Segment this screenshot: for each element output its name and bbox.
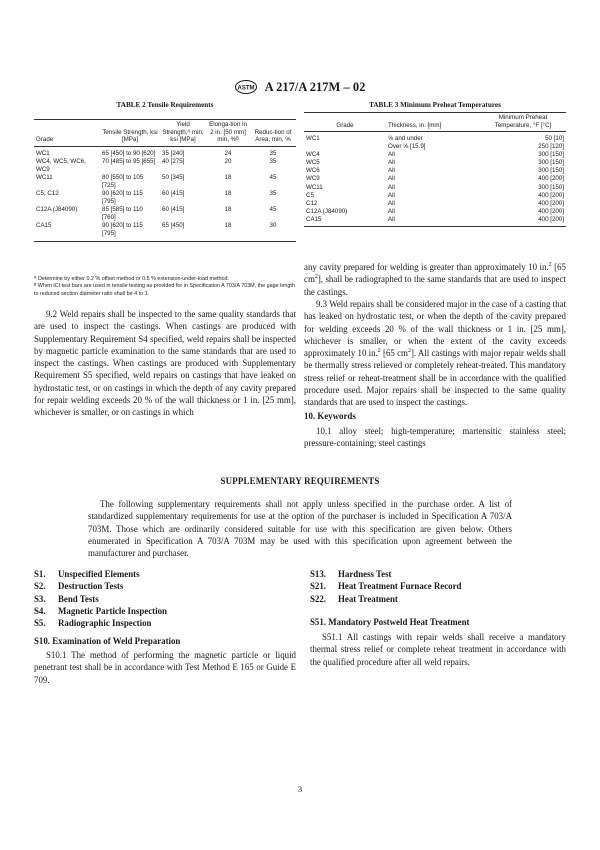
list-item: S5. Radiographic Inspection: [34, 618, 152, 629]
table2-header: Tensile Strength, ksi [MPa]: [102, 128, 158, 144]
svg-text:ASTM: ASTM: [237, 85, 255, 92]
table-row: C12A (J84090) 85 [585] to 110 [760] 60 [415] 18 45: [36, 206, 277, 222]
section-9-2-continued: any cavity prepared for welding is greater than approximately 10 in.$^2$ [65 $cm^2$], shall be radiographed to the same standards that are used to inspect the castings.: [304, 262, 566, 297]
table-row: WC11 80 [550] to 105 [725] 50 [345] 18 45: [36, 173, 277, 189]
table2-footnote-a: ᴬ Determine by either 0.2 % offset method or 0.5 % extension-under-load method.: [34, 276, 230, 282]
list-item: S4. Magnetic Particle Inspection: [34, 605, 167, 616]
table-row: WC1 ⅝ and under 50 [10]: [306, 135, 564, 143]
table2-footnote-b: ᴮ When ICI test bars are used in tensile testing as provided for in Specification A 703/A 703M, the gage length to reduced section diameter ratio shall be 4 to 1.: [34, 283, 295, 297]
s10-heading: S10. Examination of Weld Preparation: [34, 636, 181, 646]
list-item: S21. Heat Treatment Furnace Record: [310, 581, 462, 592]
list-item: S13. Hardness Test: [310, 569, 392, 579]
table3-header: Thickness, in. [mm]: [388, 121, 442, 129]
table2-header: Reduc-tion of Area, min, %: [254, 128, 292, 144]
table3-header: Grade: [336, 121, 354, 129]
table-row: WC4 All 300 [150]: [306, 151, 564, 159]
table2-caption: TABLE 2 Tensile Requirements: [116, 101, 214, 109]
table2-header: Grade: [36, 136, 54, 144]
list-item: S3. Bend Tests: [34, 593, 99, 604]
astm-logo-icon: [235, 80, 257, 94]
table2-footnotes: [34, 276, 296, 298]
supplementary-left-list: [34, 568, 296, 629]
table-row: C5, C12 90 [620] to 115 [795] 60 [415] 18 35: [36, 190, 277, 206]
table-row: WC4, WC5, WC6, WC9 70 [485] to 95 [655] 40 [275] 20 35: [36, 157, 277, 173]
section-10-text: 10.1 alloy steel; high-temperature; martensitic stainless steel; pressure-containing; steel castings: [304, 426, 566, 449]
table-row: WC11 All 300 [150]: [306, 183, 564, 191]
table-row: C12A (J84090) All 400 [200]: [306, 207, 564, 215]
table-row: C5 All 400 [200]: [306, 191, 564, 199]
list-item: S1. Unspecified Elements: [34, 569, 140, 579]
section-9-3: 9.3 Weld repairs shall be considered major in the case of a casting that has leaked on hydrostatic test, or when the depth of the cavity prepared for welding exceeds 20 % of the wall thickness or 1 in. [25 mm], whichever is smaller, or when the extent of the cavity exceeds approximately 10 in.$^2$ [65 $cm^2$]. All castings with major repair welds shall be thermally stress relieved or completely reheat-treated. This mandatory stress relief or reheat-treatment shall be in accordance with the qualified procedure used. Major repairs shall be inspected to the same quality standards that are used to inspect the castings.: [304, 299, 566, 408]
supplementary-title: SUPPLEMENTARY REQUIREMENTS: [220, 476, 380, 486]
table-row: WC6 All 300 [150]: [306, 167, 564, 175]
table-row: WC5 All 300 [150]: [306, 159, 564, 167]
table3-header: Minimum Preheat Temperature, °F [°C]: [494, 114, 552, 129]
list-item: S22. Heat Treatment: [310, 593, 398, 604]
table3-caption: TABLE 3 Minimum Preheat Temperatures: [369, 101, 501, 109]
table-row: WC1 65 [450] to 90 [620] 35 [240] 24 35: [36, 149, 277, 157]
list-item: S2. Destruction Tests: [34, 581, 124, 592]
supplementary-right-list: [310, 568, 566, 605]
table-row: CA15 All 400 [200]: [304, 216, 566, 227]
table2-header: Elonga-tion in 2 in. [50 mm] min, %ᴮ: [209, 121, 247, 144]
table3-preheat-temperatures: [304, 112, 566, 227]
s51-heading: S51. Mandatory Postweld Heat Treatment: [310, 617, 470, 627]
s10-text: S10.1 The method of performing the magnetic particle or liquid penetrant test shall be in accordance with Test Method E 165 or Guide E 709.: [34, 650, 296, 685]
document-header: [0, 78, 600, 96]
table-row: WC9 All 400 [200]: [306, 175, 564, 183]
table-row: C12 All 400 [200]: [306, 199, 564, 207]
table2-tensile-requirements: [34, 119, 296, 242]
section-10-heading: 10. Keywords: [304, 411, 356, 421]
section-9-2: 9.2 Weld repairs shall be inspected to the same quality standards that are used to inspect the castings. When castings are produced with Supplementary Requirement S4 specified, weld repairs shall be inspected by magnetic particle examination to the same standards that are used to inspect the castings. When castings are produced with Supplementary Requirement S5 specified, weld repairs on castings that have leaked on hydrostatic test, or on castings in which the depth of any cavity prepared for repair welding exceeds 20 % of the wall thickness or 1 in. [25 mm], whichever is smaller, or on castings in which: [34, 309, 296, 418]
table-row: Over ⅝ [15.9] 250 [120]: [388, 143, 564, 151]
supplementary-intro: The following supplementary requirements shall not apply unless specified in the purchase order. A list of standardized supplementary requirements for use at the option of the purchaser is included in Specification A 703/A 703M. Those which are ordinarily considered suitable for use with this specification are given below. Others enumerated in Specification A 703/A 703M may be used with this specification upon agreement between the manufacturer and purchaser.: [88, 499, 512, 559]
table-row: CA15 90 [620] to 115 [795] 65 [450] 18 30: [34, 222, 296, 242]
designation: A 217/A 217M – 02: [264, 79, 366, 94]
s51-text: S51.1 All castings with repair welds shall receive a mandatory thermal stress relief or complete reheat treatment in accordance with the qualified procedure after all weld repairs.: [310, 632, 566, 667]
table2-header: Yield Strength,ᴬ min, ksi [MPa]: [162, 121, 204, 144]
page-number: 3: [297, 784, 303, 794]
